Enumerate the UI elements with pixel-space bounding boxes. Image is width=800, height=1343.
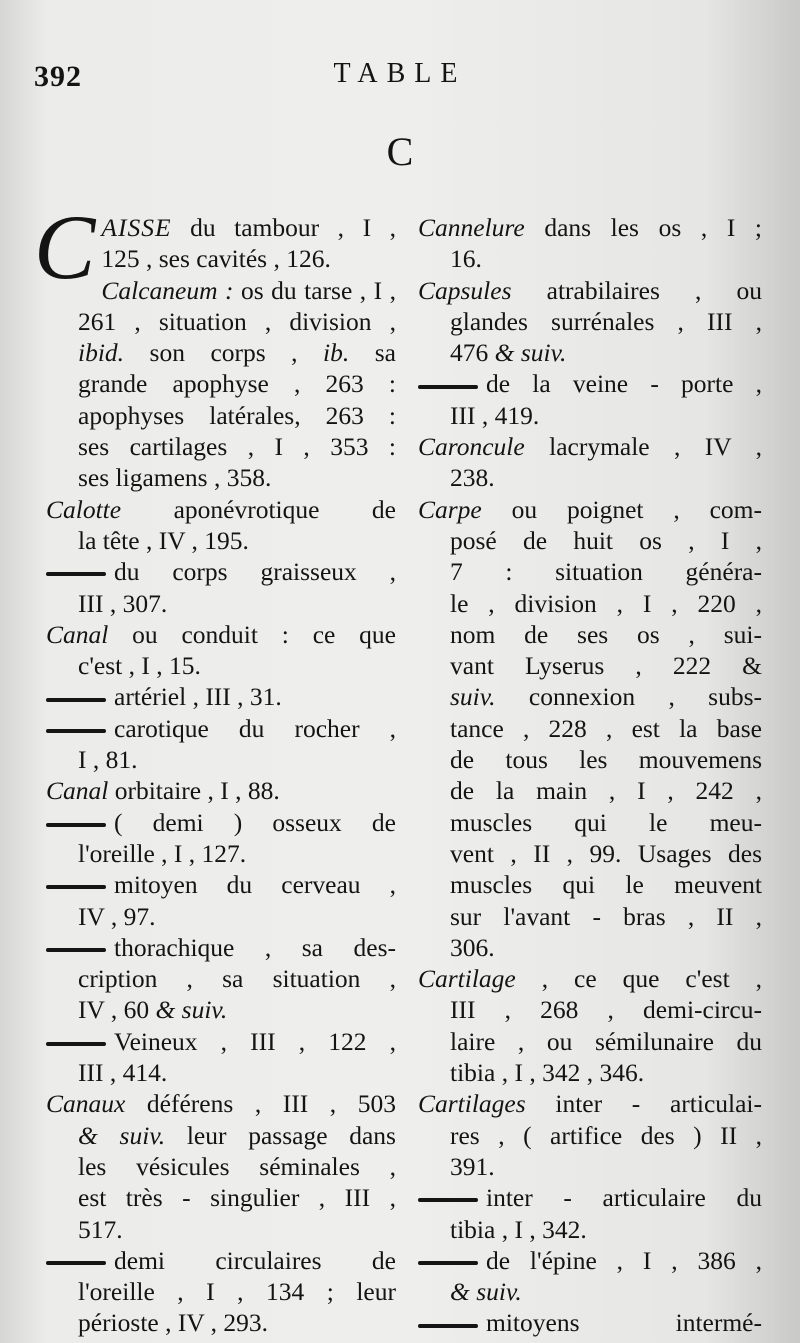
index-line <box>46 681 396 712</box>
entry-text: mitoyen du cerveau , <box>114 870 396 900</box>
index-line <box>418 1120 762 1151</box>
entry-text: dans les os , I ; <box>524 213 762 242</box>
entry-text: ses ligamens , 358. <box>78 463 272 493</box>
entry-text: 391. <box>450 1151 495 1181</box>
index-line <box>418 462 762 493</box>
entry-text: de la main , I , 242 , <box>450 776 762 806</box>
entry-text: le , division , I , 220 , <box>450 588 762 618</box>
entry-text: os du tarse , I , <box>233 275 397 305</box>
entry-text: grande apophyse , 263 : <box>78 369 396 399</box>
index-line <box>418 775 762 806</box>
entry-text: 261 , situation , division , <box>78 306 396 336</box>
index-line <box>46 869 396 900</box>
entry-text: son corps , <box>124 338 324 368</box>
index-line <box>46 932 396 963</box>
entry-text: les vésicules séminales , <box>78 1151 396 1181</box>
entry-text: orbitaire , I , 88. <box>108 776 280 806</box>
repeat-dash <box>418 1324 478 1328</box>
index-line <box>418 901 762 932</box>
index-line <box>46 650 396 681</box>
repeat-dash <box>46 572 106 576</box>
index-line <box>418 807 762 838</box>
drop-cap: C <box>34 196 96 298</box>
entry-term: Canal <box>46 776 109 806</box>
entry-term: Canaux <box>46 1089 126 1119</box>
entry-text: sa <box>349 338 396 368</box>
running-header: TABLE <box>333 58 467 89</box>
entry-text: du corps graisseux , <box>114 557 396 587</box>
index-line <box>418 1276 762 1307</box>
index-line <box>418 994 762 1025</box>
entry-text: glandes surrénales , III , <box>450 306 762 336</box>
entry-text: cription , sa situation , <box>78 964 396 994</box>
entry-text: inter - articulaire du <box>486 1183 762 1213</box>
entry-text: 238. <box>450 463 495 493</box>
index-line <box>46 1120 396 1151</box>
index-line <box>418 525 762 556</box>
entry-text: laire , ou sémilunaire du <box>450 1026 762 1056</box>
index-line <box>418 1214 762 1245</box>
entry-text: inter - articulai- <box>525 1089 762 1119</box>
entry-text: carotique du rocher , <box>114 713 396 743</box>
index-line <box>46 588 396 619</box>
index-line <box>418 1026 762 1057</box>
entry-term: Cartilage <box>418 964 516 994</box>
entry-text: leur passage dans <box>165 1120 396 1150</box>
index-line <box>46 462 396 493</box>
index-line <box>418 681 762 712</box>
entry-text: c'est , I , 15. <box>78 651 201 681</box>
page-number: 392 <box>34 60 82 93</box>
index-line <box>418 744 762 775</box>
index-line <box>46 1245 396 1276</box>
entry-text: ou conduit : ce que <box>108 619 396 649</box>
entry-term: suiv. <box>450 682 496 712</box>
index-line <box>46 556 396 587</box>
index-line <box>418 1245 762 1276</box>
entry-text: sur l'avant - bras , II , <box>450 901 762 931</box>
repeat-dash <box>46 1261 106 1265</box>
index-line <box>46 1151 396 1182</box>
entry-text: l'oreille , I , 127. <box>78 838 247 868</box>
entry-text: muscles qui le meu- <box>450 807 762 837</box>
entry-text: III , 268 , demi-circu- <box>450 995 762 1025</box>
entry-text: ( demi ) osseux de <box>114 807 396 837</box>
index-line <box>46 994 396 1025</box>
index-line <box>418 275 762 306</box>
repeat-dash <box>46 823 106 827</box>
entry-text: Veineux , III , 122 , <box>114 1026 396 1056</box>
entry-text: III , 419. <box>450 400 540 430</box>
index-line <box>46 1182 396 1213</box>
entry-text: muscles qui le meuvent <box>450 870 762 900</box>
index-line <box>418 1088 762 1119</box>
entry-text: est très - singulier , III , <box>78 1183 396 1213</box>
repeat-dash <box>418 385 478 389</box>
repeat-dash <box>46 1042 106 1046</box>
entry-text: ses cartilages , I , 353 : <box>78 432 396 462</box>
entry-term: Canal <box>46 619 109 649</box>
entry-text: 16. <box>450 244 482 274</box>
entry-text: ou poignet , com- <box>481 494 762 524</box>
entry-text: de la veine - porte , <box>486 369 762 399</box>
entry-text: connexion , subs- <box>495 682 762 712</box>
entry-text: artériel , III , 31. <box>114 682 282 712</box>
entry-text: tance , 228 , est la base <box>450 713 762 743</box>
entry-term: & suiv. <box>78 1120 166 1150</box>
entry-term: Cartilages <box>418 1089 526 1119</box>
entry-text: III , 307. <box>78 588 168 618</box>
index-line <box>46 400 396 431</box>
entry-text: , ce que c'est , <box>515 964 762 994</box>
repeat-dash <box>46 729 106 733</box>
entry-text: apophyses latérales, 263 : <box>78 400 396 430</box>
index-line <box>46 368 396 399</box>
entry-text: vant Lyserus , 222 & <box>450 651 762 681</box>
entry-text: du tambour , I , <box>171 213 396 242</box>
entry-text: atrabilaires , ou <box>511 275 762 305</box>
entry-text: III , 414. <box>78 1058 168 1088</box>
section-letter: C <box>386 129 414 174</box>
entry-text: vent , II , 99. Usages des <box>450 838 762 868</box>
index-line <box>418 431 762 462</box>
index-column-left <box>34 196 397 1339</box>
index-line <box>46 275 396 306</box>
repeat-dash <box>418 1261 478 1265</box>
entry-text: périoste , IV , 293. <box>78 1308 269 1338</box>
entry-text: l'oreille , I , 134 ; leur <box>78 1277 396 1307</box>
index-line <box>418 932 762 963</box>
index-line <box>418 494 762 525</box>
index-line <box>46 838 396 869</box>
entry-text: AISSE <box>101 213 172 242</box>
entry-term: & suiv. <box>155 995 228 1025</box>
index-line <box>418 1151 762 1182</box>
entry-text: nom de ses os , sui- <box>450 619 762 649</box>
index-line <box>46 525 396 556</box>
entry-text: de tous les mouvemens <box>450 745 762 775</box>
index-line <box>46 1026 396 1057</box>
entry-text: posé de huit os , I , <box>450 525 762 555</box>
index-line <box>418 337 762 368</box>
entry-text: de l'épine , I , 386 , <box>486 1245 762 1275</box>
entry-text: aponévrotique de <box>121 494 396 524</box>
repeat-dash <box>46 948 106 952</box>
entry-text: lacrymale , IV , <box>524 432 762 462</box>
index-line <box>46 1057 396 1088</box>
index-line <box>46 1307 396 1338</box>
index-line <box>46 1276 396 1307</box>
index-line <box>46 1088 396 1119</box>
index-line <box>46 901 396 932</box>
index-line <box>418 1057 762 1088</box>
entry-text: 306. <box>450 932 495 962</box>
entry-term: ib. <box>323 338 350 368</box>
index-line <box>418 619 762 650</box>
index-line <box>46 1214 396 1245</box>
entry-term: Calcaneum : <box>101 275 234 305</box>
index-column-right <box>418 212 762 1339</box>
index-line <box>418 838 762 869</box>
index-line <box>418 1182 762 1213</box>
index-line <box>418 713 762 744</box>
entry-text: IV , 60 <box>78 995 156 1025</box>
index-line <box>46 619 396 650</box>
entry-text: tibia , I , 342. <box>450 1214 587 1244</box>
entry-term: Carpe <box>418 494 482 524</box>
index-line <box>418 963 762 994</box>
entry-text: IV , 97. <box>78 901 156 931</box>
entry-term: & suiv. <box>494 338 567 368</box>
entry-text: res , ( artifice des ) II , <box>450 1120 762 1150</box>
index-line <box>418 650 762 681</box>
repeat-dash <box>418 1198 478 1202</box>
repeat-dash <box>46 698 106 702</box>
entry-term: Caroncule <box>418 432 525 462</box>
index-line <box>418 1307 762 1338</box>
index-line <box>46 775 396 806</box>
index-line <box>418 243 762 274</box>
entry-term: & suiv. <box>450 1277 522 1307</box>
index-line <box>46 306 396 337</box>
index-line <box>418 212 762 243</box>
index-line <box>418 869 762 900</box>
entry-text: demi circulaires de <box>114 1245 396 1275</box>
index-line <box>46 494 396 525</box>
repeat-dash <box>46 885 106 889</box>
entry-term: Capsules <box>418 275 512 305</box>
entry-text: la tête , IV , 195. <box>78 525 249 555</box>
entry-text: déférens , III , 503 <box>125 1089 396 1119</box>
index-line <box>418 588 762 619</box>
index-line <box>46 337 396 368</box>
entry-text: mitoyens intermé- <box>486 1308 762 1338</box>
index-line <box>46 744 396 775</box>
entry-text: 125 , ses cavités , 126. <box>101 244 331 274</box>
index-line <box>418 400 762 431</box>
entry-text: 517. <box>78 1214 123 1244</box>
index-line <box>46 431 396 462</box>
index-line <box>418 306 762 337</box>
entry-term: Cannelure <box>418 213 525 242</box>
entry-term: ibid. <box>78 338 125 368</box>
entry-text: I , 81. <box>78 745 138 775</box>
entry-text: 476 <box>450 338 495 368</box>
entry-term: Calotte <box>46 494 122 524</box>
entry-text: thorachique , sa des- <box>114 932 396 962</box>
index-line <box>46 807 396 838</box>
index-line <box>46 963 396 994</box>
entry-text: 7 : situation généra- <box>450 557 762 587</box>
index-line <box>46 243 396 274</box>
index-line <box>418 368 762 399</box>
entry-text: tibia , I , 342 , 346. <box>450 1058 645 1088</box>
index-line <box>418 556 762 587</box>
index-line <box>46 713 396 744</box>
